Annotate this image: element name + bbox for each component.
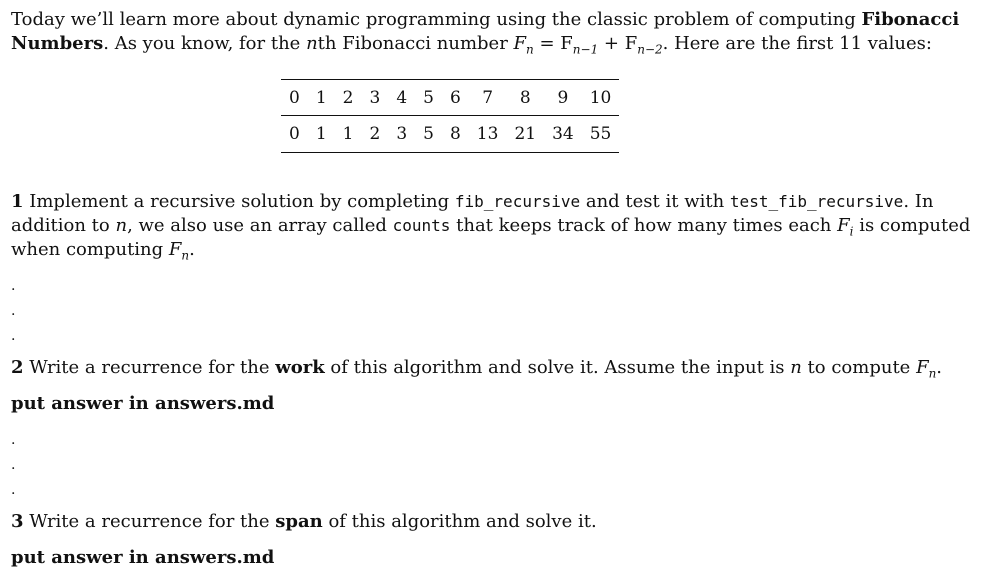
- task-text: of this algorithm and solve it. Assume the input is: [324, 357, 791, 378]
- math-sub: n: [526, 42, 534, 57]
- task-number: 1: [11, 191, 24, 212]
- table-row-n: [281, 80, 619, 116]
- intro-paragraph: [11, 8, 973, 56]
- table-cell-f: 1: [308, 116, 335, 153]
- math-var: F: [916, 357, 929, 378]
- table-cell-n: 6: [449, 88, 461, 108]
- table-cell-f: 5: [415, 116, 442, 153]
- intro-text: . As you know, for the: [103, 33, 307, 54]
- dot: .: [11, 303, 16, 319]
- table-cell-n: 4: [396, 88, 408, 108]
- table-cell-f: 13: [469, 116, 507, 153]
- math-var: n: [306, 33, 318, 54]
- table-cell-n: 5: [423, 88, 434, 108]
- task-text: Implement a recursive solution by completing: [23, 191, 455, 212]
- table-cell-n: 10: [589, 88, 612, 108]
- intro-text: th Fibonacci number: [317, 33, 514, 54]
- vertical-dots: [11, 274, 21, 349]
- math-text: = F: [533, 33, 573, 54]
- dot: .: [11, 328, 16, 344]
- code-test-fib-recursive: test_fib_recursive: [729, 192, 904, 211]
- math-var: n: [115, 215, 128, 236]
- table-cell-n: 7: [482, 88, 494, 108]
- table-cell-f: 21: [506, 116, 544, 153]
- math-var: F: [513, 33, 527, 54]
- task-text: . In addition to: [11, 191, 934, 236]
- dot: .: [11, 457, 16, 473]
- dot: .: [11, 482, 16, 498]
- table-cell-f: 34: [544, 116, 582, 153]
- answer-instruction: put answer in answers.md: [11, 393, 275, 414]
- dot: .: [11, 278, 16, 294]
- task-2-paragraph: [11, 356, 973, 380]
- math-sub: n−1: [572, 42, 599, 57]
- task-number: 3: [11, 511, 24, 532]
- code-counts: counts: [392, 216, 451, 235]
- task-text: Write a recurrence for the: [23, 511, 276, 532]
- math-var: F: [837, 215, 850, 236]
- table-cell-f: 1: [335, 116, 362, 153]
- task-text: of this algorithm and solve it.: [322, 511, 597, 532]
- task-text: is computed when computing: [11, 215, 971, 260]
- task-number: 2: [11, 357, 24, 378]
- table-cell-n: 9: [557, 88, 569, 108]
- task-3-paragraph: [11, 510, 973, 534]
- table-cell-n: 1: [315, 88, 327, 108]
- table-cell-n: 8: [519, 88, 531, 108]
- dot: .: [11, 432, 16, 448]
- task-text: and test it with: [580, 191, 730, 212]
- math-var: n: [790, 357, 802, 378]
- vertical-dots: [11, 428, 21, 503]
- table-cell-n: 2: [342, 88, 354, 108]
- math-var: F: [168, 239, 182, 260]
- math-sub: n: [928, 366, 937, 381]
- task-text: that keeps track of how many times each: [450, 215, 838, 236]
- math-sub: i: [849, 224, 854, 239]
- table-cell-f: 0: [281, 116, 308, 153]
- table-cell-f: 2: [361, 116, 388, 153]
- bold-term-span: span: [275, 511, 323, 532]
- math-text: + F: [598, 33, 638, 54]
- answer-instruction: put answer in answers.md: [11, 547, 275, 568]
- math-sub: n−2: [637, 42, 663, 57]
- task-1-paragraph: [11, 190, 973, 262]
- task-text: , we also use an array called: [127, 215, 393, 236]
- table-cell-f: 8: [442, 116, 469, 153]
- code-fib-recursive: fib_recursive: [454, 192, 581, 211]
- table-cell-f: 3: [388, 116, 415, 153]
- table-cell-f: 55: [582, 116, 620, 153]
- intro-bold-term: Fibonacci Numbers: [11, 9, 960, 54]
- table-row-f: [281, 116, 619, 153]
- math-sub: n: [181, 248, 190, 263]
- intro-text: . Here are the first 11 values:: [662, 33, 932, 54]
- table-cell-n: 3: [369, 88, 381, 108]
- fibonacci-table: [281, 79, 619, 153]
- table-cell-n: 0: [289, 88, 300, 108]
- bold-term-work: work: [275, 357, 325, 378]
- task-text: Write a recurrence for the: [23, 357, 276, 378]
- intro-text: Today we’ll learn more about dynamic programming using the classic problem of computing: [11, 9, 862, 30]
- task-text: to compute: [801, 357, 917, 378]
- task-text: .: [189, 239, 195, 260]
- task-text: .: [936, 357, 943, 378]
